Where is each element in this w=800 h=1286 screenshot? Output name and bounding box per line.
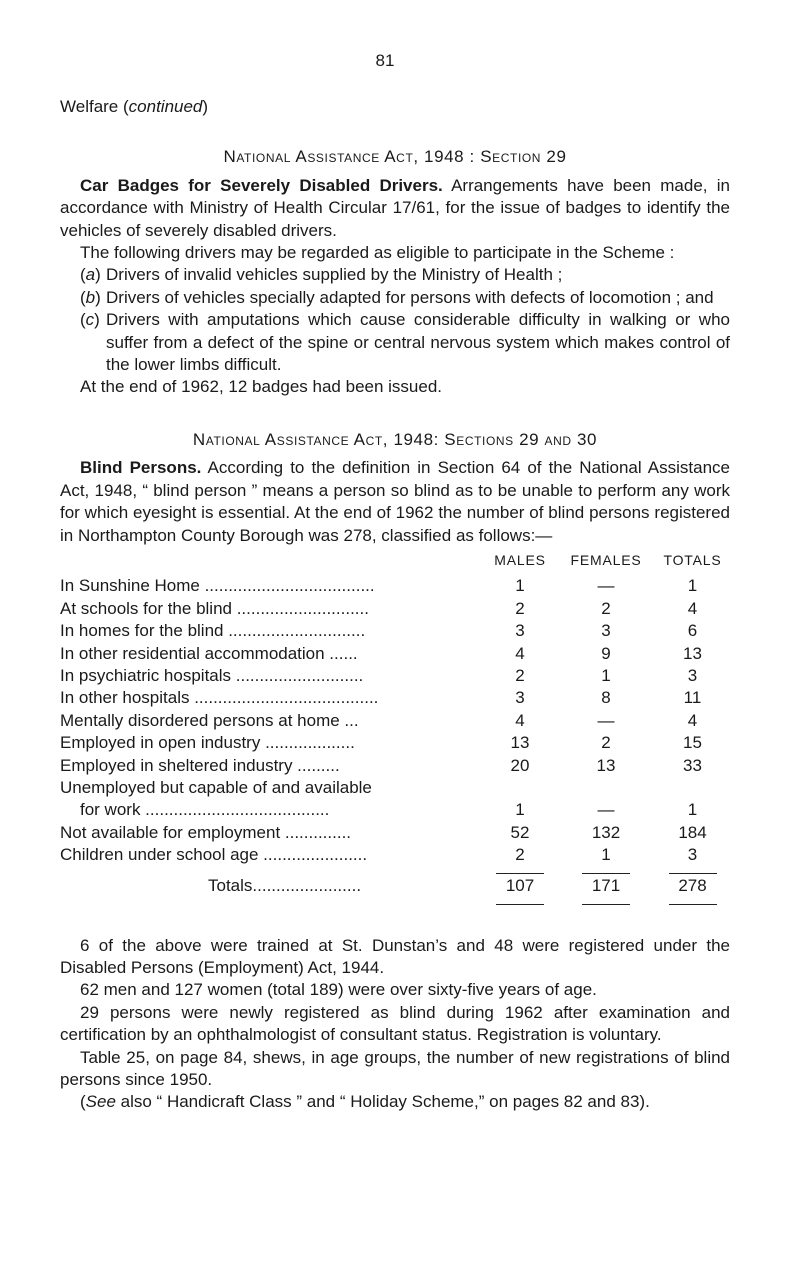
page-body <box>60 96 730 1114</box>
row-label: Children under school age ...................... <box>60 845 368 865</box>
header-females: FEMALES <box>570 551 642 568</box>
males-value: 2 <box>515 845 525 865</box>
females-value: — <box>597 576 615 596</box>
running-head-italic: continued <box>128 97 203 116</box>
totals-value: 1 <box>687 800 698 820</box>
closing-paragraph: 62 men and 127 women (total 189) were over sixty-five years of age. <box>80 980 597 1000</box>
list-item-text: Drivers of vehicles specially adapted for persons with defects of locomotion ; and <box>106 287 714 307</box>
list-item <box>60 309 730 376</box>
totals-value: 11 <box>683 688 702 708</box>
section-heading-car-badges: National Assistance Act, 1948 : Section 29 <box>223 147 567 167</box>
females-value: 13 <box>596 755 616 775</box>
females-value: 1 <box>601 845 611 865</box>
males-value: 3 <box>515 621 525 641</box>
males-value: 4 <box>515 643 525 663</box>
table-row <box>60 598 730 620</box>
row-label-line1: Unemployed but capable of and available <box>60 777 372 797</box>
table-row <box>60 643 730 665</box>
totals-value: 33 <box>683 755 702 775</box>
car-badges-title: Car Badges for Severely Disabled Drivers. <box>80 175 443 195</box>
row-label: At schools for the blind ............................ <box>60 598 369 618</box>
blind-persons-text: According to the definition in Section 64 of the National Assistance Act, 1948, “ blind person ” means a person so blind as to be unable to perform any work for which eyesight is essential. At the end of 1962 the number of blind persons registered in Northampton County Borough was 278, classified as follows:— <box>60 458 731 545</box>
males-value: 2 <box>515 598 525 618</box>
row-label: In Sunshine Home .................................... <box>60 576 375 596</box>
blind-persons-paragraph <box>60 457 730 547</box>
males-value: 2 <box>515 665 525 685</box>
list-item-text: Drivers of invalid vehicles supplied by the Ministry of Health ; <box>106 265 563 285</box>
section-heading-blind-persons: National Assistance Act, 1948: Sections 29 and 30 <box>192 429 598 449</box>
row-label: In psychiatric hospitals ........................... <box>60 665 364 685</box>
list-marker: (b) <box>80 287 101 307</box>
males-value: 52 <box>510 822 530 842</box>
eligible-drivers-list <box>60 264 730 376</box>
totals-label: Totals....................... <box>208 876 362 896</box>
totals-value: 15 <box>683 733 702 753</box>
males-value: 20 <box>510 755 530 775</box>
running-head-prefix: Welfare ( <box>60 97 129 116</box>
totals-value: 6 <box>687 621 698 641</box>
row-label: Not available for employment .............. <box>60 822 352 842</box>
closing-notes <box>60 935 730 1114</box>
badges-issued-paragraph: At the end of 1962, 12 badges had been issued. <box>80 377 443 397</box>
males-value: 3 <box>515 688 525 708</box>
totals-value: 3 <box>687 665 698 685</box>
list-item-text: Drivers with amputations which cause considerable difficulty in walking or who suffer from a defect of the spine or central nervous system which makes control of the lower limbs difficult. <box>106 310 730 375</box>
table-row <box>60 732 730 754</box>
table-header-row <box>60 549 730 575</box>
list-marker: (a) <box>80 265 101 285</box>
grand-total: 278 <box>655 867 730 907</box>
page-number: 81 <box>375 51 395 70</box>
table-row <box>60 777 730 822</box>
males-value: 1 <box>515 800 525 820</box>
row-label: Employed in open industry ................... <box>60 733 355 753</box>
header-males: MALES <box>494 551 546 568</box>
table-row <box>60 822 730 844</box>
males-value: 13 <box>510 733 530 753</box>
males-value: 4 <box>515 710 525 730</box>
row-label: In homes for the blind ............................. <box>60 621 366 641</box>
header-blank <box>60 549 483 575</box>
females-value: 2 <box>601 598 611 618</box>
row-label: In other hospitals ....................................... <box>60 688 379 708</box>
blind-persons-title: Blind Persons. <box>80 458 202 478</box>
running-head <box>60 96 730 118</box>
list-item <box>60 287 730 309</box>
males-total: 107 <box>483 867 557 907</box>
header-totals: TOTALS <box>663 551 722 568</box>
totals-value: 3 <box>687 845 698 865</box>
totals-value: 4 <box>687 710 698 730</box>
row-label: Employed in sheltered industry ......... <box>60 755 340 775</box>
row-label <box>60 777 483 822</box>
closing-paragraph: 29 persons were newly registered as blind during 1962 after examination and certification by an ophthalmologist of consultant status. Registration is voluntary. <box>60 1002 730 1045</box>
totals-row <box>60 867 730 907</box>
blind-persons-table <box>60 549 730 907</box>
eligibility-paragraph: The following drivers may be regarded as eligible to participate in the Scheme : <box>80 243 675 263</box>
females-value: — <box>597 710 615 730</box>
closing-paragraph: 6 of the above were trained at St. Dunstan’s and 48 were registered under the Disabled Persons (Employment) Act, 1944. <box>60 935 730 977</box>
table-row <box>60 665 730 687</box>
table-row <box>60 575 730 597</box>
table-row <box>60 687 730 709</box>
females-value: 1 <box>601 665 611 685</box>
totals-value: 1 <box>687 576 698 596</box>
table-row <box>60 844 730 866</box>
see-also-paragraph: (See also “ Handicraft Class ” and “ Holiday Scheme,” on pages 82 and 83). <box>80 1092 650 1112</box>
males-value: 1 <box>515 576 525 596</box>
totals-value: 13 <box>683 643 702 663</box>
list-marker: (c) <box>80 310 100 330</box>
totals-value: 4 <box>687 598 698 618</box>
totals-value: 184 <box>678 822 707 842</box>
car-badges-text: Arrangements have been made, in accordance with Ministry of Health Circular 17/61, for the issue of badges to identify the vehicles of severely disabled drivers. <box>60 175 730 240</box>
list-item <box>60 264 730 286</box>
table-row <box>60 755 730 777</box>
car-badges-paragraph <box>60 175 730 242</box>
females-value: 8 <box>601 688 611 708</box>
row-label-line2: for work ....................................... <box>80 800 330 820</box>
females-value: 9 <box>601 643 611 663</box>
row-label: In other residential accommodation ...... <box>60 643 358 663</box>
females-value: 132 <box>591 822 621 842</box>
table-row <box>60 710 730 732</box>
table-row <box>60 620 730 642</box>
females-total: 171 <box>557 867 655 907</box>
females-value: 3 <box>601 621 611 641</box>
row-label: Mentally disordered persons at home ... <box>60 710 359 730</box>
closing-paragraph: Table 25, on page 84, shews, in age groups, the number of new registrations of blind persons since 1950. <box>60 1047 730 1090</box>
running-head-suffix: ) <box>202 97 209 116</box>
females-value: 2 <box>601 733 611 753</box>
females-value: — <box>597 800 615 820</box>
